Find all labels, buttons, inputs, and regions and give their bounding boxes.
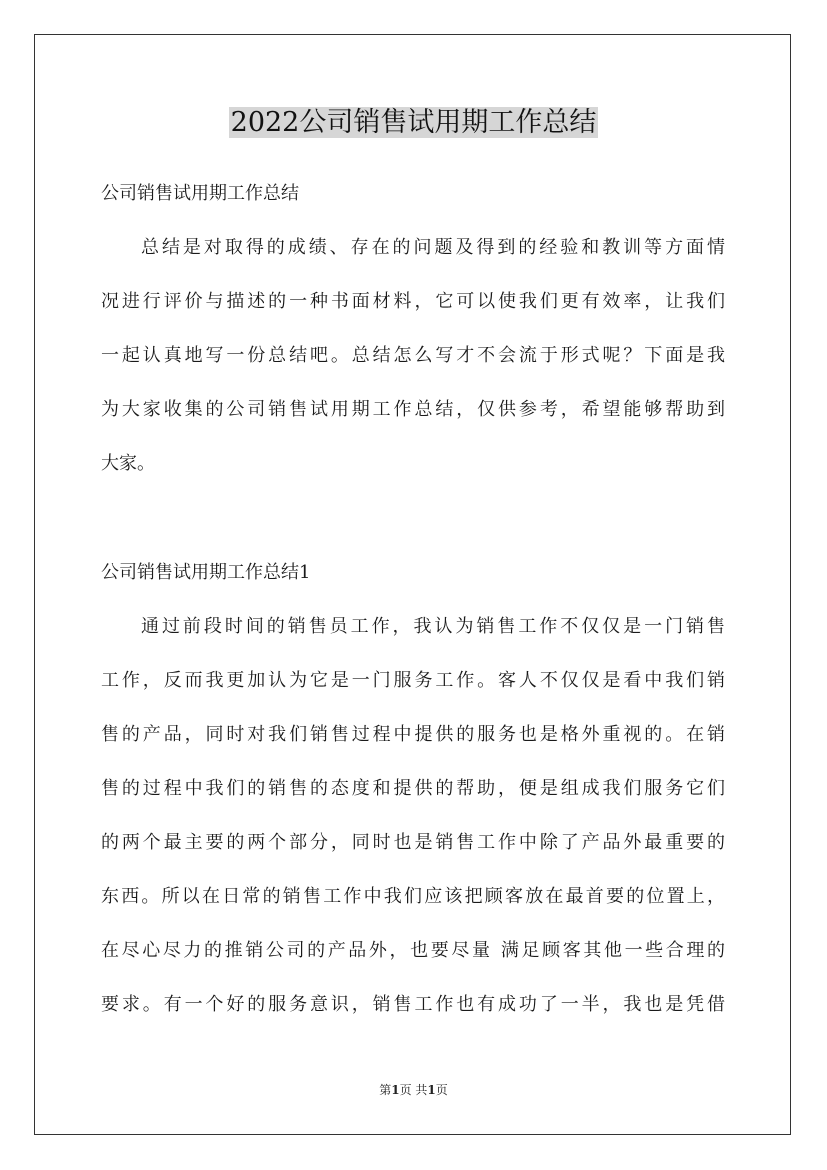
intro-line: 总结是对取得的成绩、存在的问题及得到的经验和教训等方面情 xyxy=(141,237,725,258)
page-footer xyxy=(0,1082,827,1098)
section1-heading: 公司销售试用期工作总结1 xyxy=(101,562,311,583)
footer-page-prefix: 第 xyxy=(379,1083,392,1097)
section1-line: 工作，反而我更加认为它是一门服务工作。客人不仅仅是看中我们销 xyxy=(101,670,725,691)
section1-line: 售的产品，同时对我们销售过程中提供的服务也是格外重视的。在销 xyxy=(101,724,725,745)
section1-line: 要求。有一个好的服务意识，销售工作也有成功了一半，我也是凭借 xyxy=(101,994,725,1015)
document-title-text: 2022公司销售试用期工作总结 xyxy=(230,107,597,138)
footer-page-number: 1 xyxy=(391,1083,400,1097)
intro-line: 况进行评价与描述的一种书面材料，它可以使我们更有效率，让我们 xyxy=(101,291,725,312)
intro-line: 为大家收集的公司销售试用期工作总结，仅供参考，希望能够帮助到 xyxy=(101,399,725,420)
intro-heading: 公司销售试用期工作总结 xyxy=(101,183,299,204)
document-title xyxy=(0,99,827,147)
intro-line: 一起认真地写一份总结吧。总结怎么写才不会流于形式呢？下面是我 xyxy=(101,345,725,366)
footer-page-suffix: 页 xyxy=(435,1083,448,1097)
section1-line: 东西。所以在日常的销售工作中我们应该把顾客放在最首要的位置上， xyxy=(101,886,725,907)
footer-page-total: 1 xyxy=(427,1083,436,1097)
section1-line: 通过前段时间的销售员工作，我认为销售工作不仅仅是一门销售 xyxy=(141,616,725,637)
section1-line: 在尽心尽力的推销公司的产品外，也要尽量 满足顾客其他一些合理的 xyxy=(101,940,725,961)
section1-line: 的两个最主要的两个部分，同时也是销售工作中除了产品外最重要的 xyxy=(101,832,725,853)
section1-line: 售的过程中我们的销售的态度和提供的帮助，便是组成我们服务它们 xyxy=(101,778,725,799)
intro-line: 大家。 xyxy=(101,453,155,474)
footer-page-mid: 页 共 xyxy=(399,1083,428,1097)
